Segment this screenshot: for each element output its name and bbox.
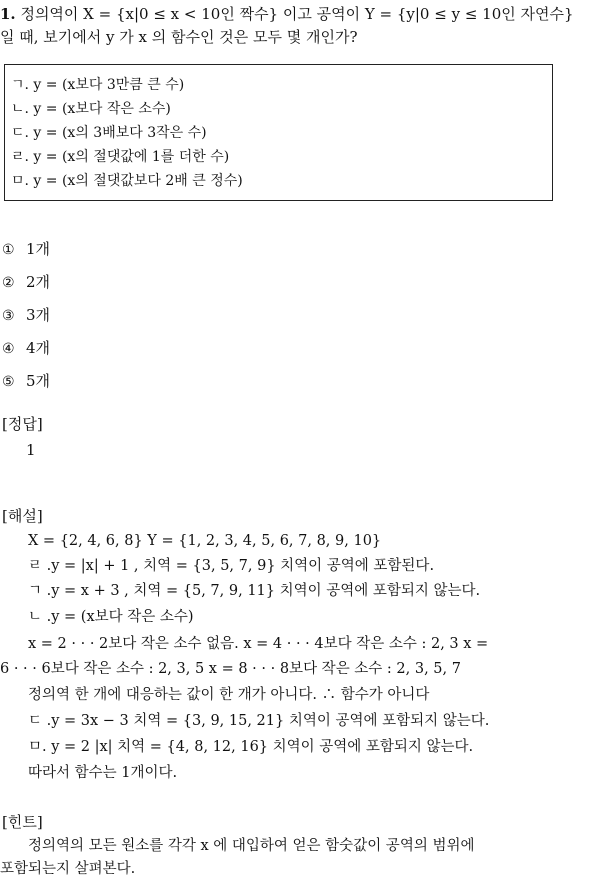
explanation-line-3: ㄱ .y = x + 3 , 치역 = {5, 7, 9, 11} 치역이 공역에 포함되지 않는다.	[28, 583, 481, 599]
hint-header: [힌트]	[2, 813, 43, 831]
choice-5-label: 5개	[26, 372, 51, 390]
choice-1[interactable]	[2, 238, 50, 259]
hint-line-1: 정의역의 모든 원소를 각각 x 에 대입하여 얻은 함숫값이 공역의 범위에	[28, 838, 475, 854]
choice-1-label: 1개	[26, 240, 51, 258]
explanation-line-4: ㄴ .y = (x보다 작은 소수)	[28, 609, 194, 625]
choice-4-mark: ④	[2, 341, 15, 357]
explanation-line-10: 따라서 함수는 1개이다.	[28, 765, 178, 781]
explanation-header: [해설]	[2, 507, 43, 525]
answer-value: 1	[26, 441, 36, 459]
answer-header: [정답]	[2, 415, 43, 433]
choice-4-label: 4개	[26, 339, 51, 357]
explanation-line-2: ㄹ .y = |x| + 1 , 치역 = {3, 5, 7, 9} 치역이 공역에 포함된다.	[28, 558, 435, 574]
choice-5-mark: ⑤	[2, 374, 15, 390]
question-text-2: 일 때, 보기에서 y 가 x 의 함수인 것은 모두 몇 개인가?	[0, 28, 358, 46]
choice-1-mark: ①	[2, 242, 15, 258]
box-item-5: ㅁ. y = (x의 절댓값보다 2배 큰 정수)	[11, 173, 243, 189]
hint-line-2: 포함되는지 살펴본다.	[0, 861, 136, 877]
box-item-1: ㄱ. y = (x보다 3만큼 큰 수)	[11, 77, 185, 93]
choice-2[interactable]	[2, 271, 50, 292]
question-line-1	[0, 4, 574, 24]
choice-2-mark: ②	[2, 275, 15, 291]
choice-2-label: 2개	[26, 273, 51, 291]
explanation-line-9: ㅁ. y = 2 |x| 치역 = {4, 8, 12, 16} 치역이 공역에 포함되지 않는다.	[28, 739, 474, 755]
example-box	[4, 64, 553, 201]
explanation-line-5: x = 2 · · · 2보다 작은 소수 없음. x = 4 · · · 4보다 작은 소수 : 2, 3 x =	[28, 636, 489, 652]
choice-3[interactable]	[2, 304, 50, 325]
explanation-line-1: X = {2, 4, 6, 8} Y = {1, 2, 3, 4, 5, 6, 7, 8, 9, 10}	[28, 533, 382, 549]
choice-5[interactable]	[2, 370, 50, 391]
explanation-line-6: 6 · · · 6보다 작은 소수 : 2, 3, 5 x = 8 · · · 8보다 작은 소수 : 2, 3, 5, 7	[0, 661, 461, 677]
question-text-1: 정의역이 X = {x|0 ≤ x < 10인 짝수} 이고 공역이 Y = {y|0 ≤ y ≤ 10인 자연수}	[20, 5, 574, 23]
choice-3-label: 3개	[26, 306, 51, 324]
box-item-2: ㄴ. y = (x보다 작은 소수)	[11, 101, 171, 117]
choice-4[interactable]	[2, 337, 50, 358]
explanation-line-8: ㄷ .y = 3x − 3 치역 = {3, 9, 15, 21} 치역이 공역에 포함되지 않는다.	[28, 713, 490, 729]
choice-3-mark: ③	[2, 308, 15, 324]
explanation-line-7: 정의역 한 개에 대응하는 값이 한 개가 아니다. ∴ 함수가 아니다	[28, 687, 430, 703]
box-item-3: ㄷ. y = (x의 3배보다 3작은 수)	[11, 125, 207, 141]
question-number: 1.	[0, 5, 16, 23]
box-item-4: ㄹ. y = (x의 절댓값에 1를 더한 수)	[11, 149, 230, 165]
